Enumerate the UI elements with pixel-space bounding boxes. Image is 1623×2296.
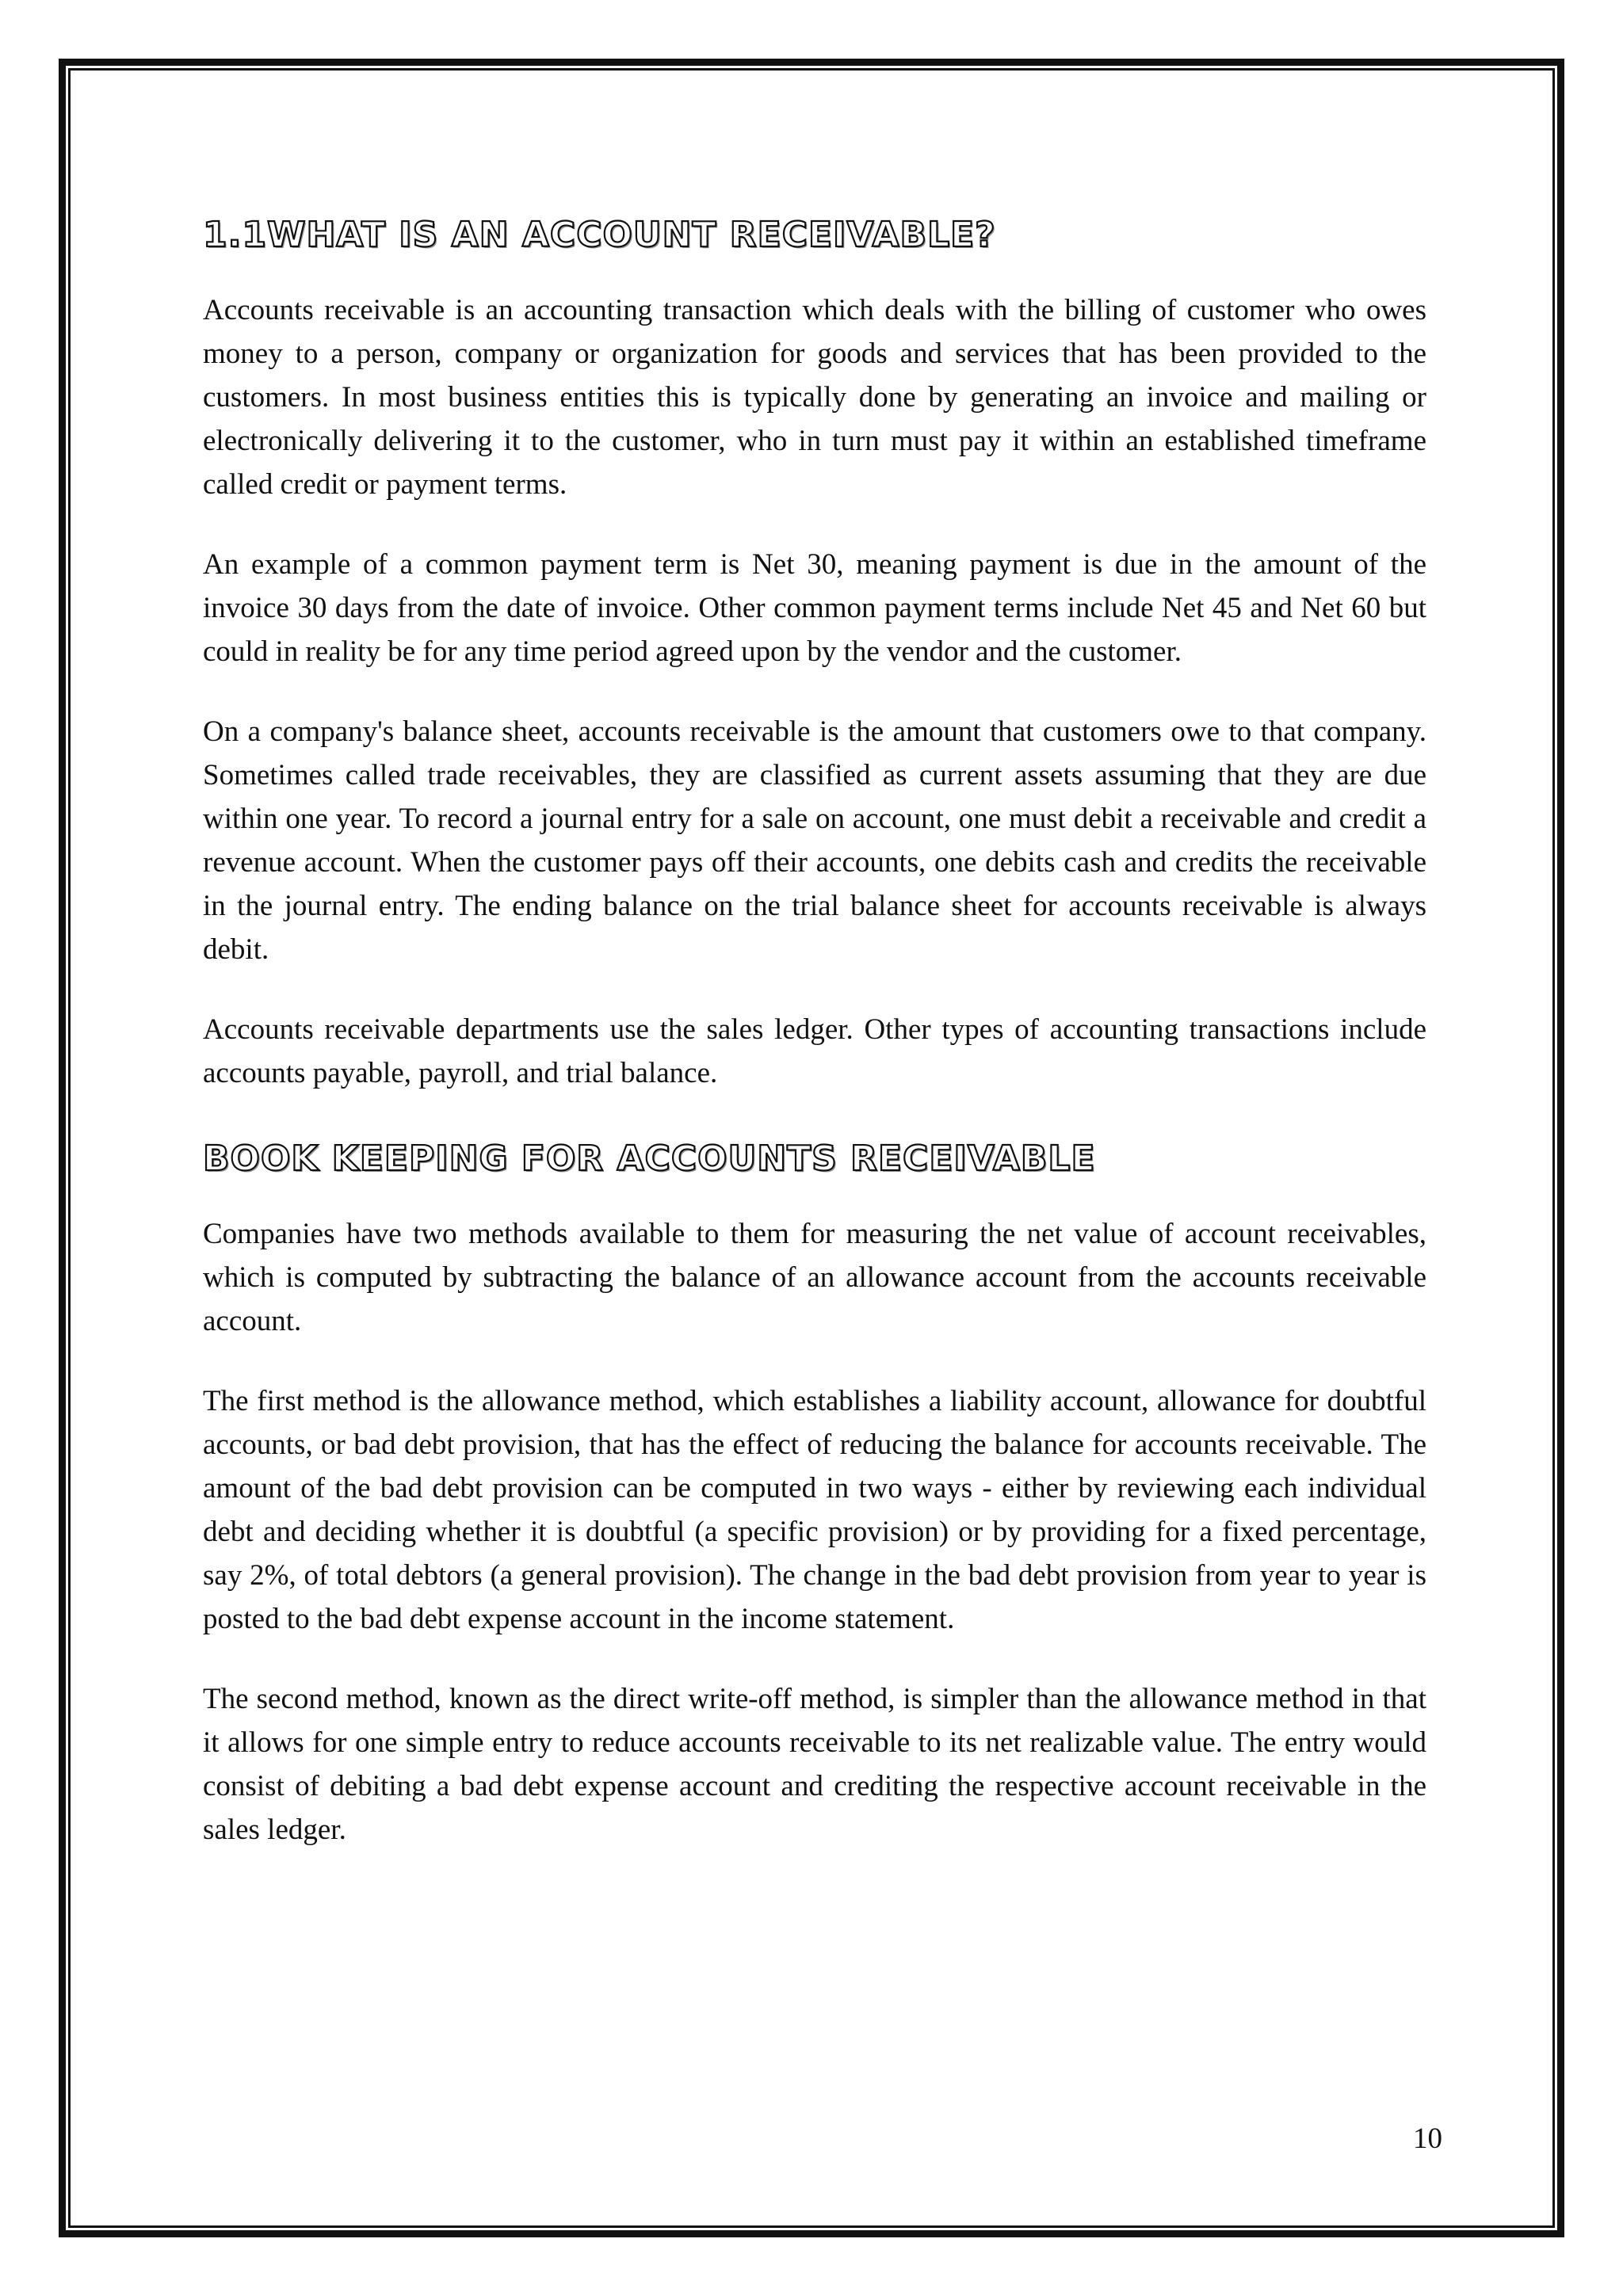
paragraph-balance-sheet: On a company's balance sheet, accounts receivable is the amount that customers owe to that company. Sometimes called trade receivables, they are classified as current assets assuming that they are due within one year. To record a journal entry for a sale on account, one must debit a receivable and credit a revenue account. When the customer pays off their accounts, one debits cash and credits the receivable in the journal entry. The ending balance on the trial balance sheet for accounts receivable is always debit.: [203, 715, 1426, 966]
paragraph-payment-terms: An example of a common payment term is Net 30, meaning payment is due in the amount of the invoice 30 days from the date of invoice. Other common payment terms include Net 45 and Net 60 but could in reality be for any time period agreed upon by the vendor and the customer.: [203, 548, 1426, 668]
paragraph-allowance-method: The first method is the allowance method, which establishes a liability account, allowance for doubtful accounts, or bad debt provision, that has the effect of reducing the balance for accounts receivable. The amount of the bad debt provision can be computed in two ways - either by reviewing each individual debt and deciding whether it is doubtful (a specific provision) or by providing for a fixed percentage, say 2%, of total debtors (a general provision). The change in the bad debt provision from year to year is posted to the bad debt expense account in the income statement.: [203, 1385, 1426, 1635]
page-number: 10: [1413, 2122, 1442, 2155]
paragraph-sales-ledger: Accounts receivable departments use the sales ledger. Other types of accounting transactions include accounts payable, payroll, and trial balance.: [203, 1013, 1426, 1089]
paragraph-definition: Accounts receivable is an accounting transaction which deals with the billing of customer who owes money to a person, company or organization for goods and services that has been provided to the customers. In most business entities this is typically done by generating an invoice and mailing or electronically delivering it to the customer, who in turn must pay it within an established timeframe called credit or payment terms.: [203, 294, 1426, 501]
page-content: [203, 208, 1426, 1888]
section-heading-book-keeping: BOOK KEEPING FOR ACCOUNTS RECEIVABLE: [203, 1138, 1096, 1179]
paragraph-two-methods: Companies have two methods available to them for measuring the net value of account receivables, which is computed by subtracting the balance of an allowance account from the accounts receivable account.: [203, 1218, 1426, 1337]
section-heading-what-is-account-receivable: 1.1WHAT IS AN ACCOUNT RECEIVABLE?: [203, 215, 996, 255]
paragraph-direct-write-off: The second method, known as the direct write-off method, is simpler than the allowance method in that it allows for one simple entry to reduce accounts receivable to its net realizable value. The entry would consist of debiting a bad debt expense account and crediting the respective account receivable in the sales ledger.: [203, 1683, 1426, 1846]
